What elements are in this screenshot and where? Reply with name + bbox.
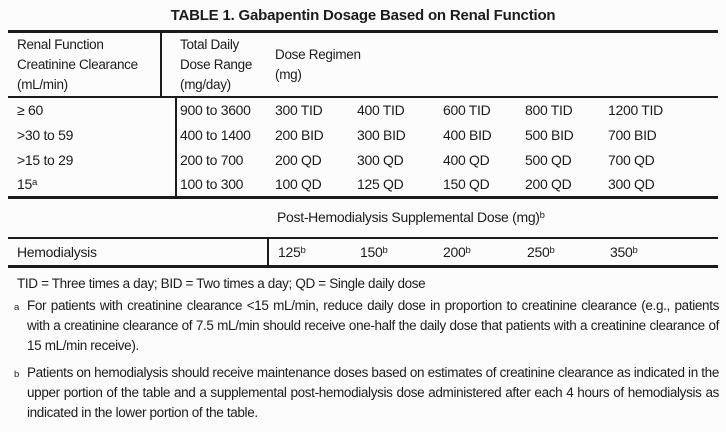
hemodialysis-row [0, 239, 726, 265]
dose-range-cell: 900 to 3600 [180, 102, 251, 118]
footnote-b-reference: b [549, 244, 555, 256]
supplemental-dose-cell [527, 239, 555, 268]
dose-cell: 400 TID [357, 102, 405, 118]
dose-cell: 500 BID [525, 127, 574, 143]
header-line: (mL/min) [17, 77, 68, 92]
supplemental-dose-cell [443, 239, 471, 268]
dose-cell: 200 QD [275, 152, 322, 168]
dose-range-cell: 100 to 300 [180, 176, 244, 192]
table-row [0, 148, 726, 173]
post-hemodialysis-section-label [277, 209, 545, 225]
footnote-b-reference: b [632, 244, 638, 256]
table-row [0, 98, 726, 123]
dose-cell: 700 QD [608, 152, 655, 168]
hemodialysis-label-cell: Hemodialysis [17, 244, 97, 260]
dose-cell: 125 QD [357, 176, 404, 192]
dose-cell: 400 BID [443, 127, 492, 143]
dose-range-cell: 400 to 1400 [180, 127, 251, 143]
column-header-dose-regimen [275, 45, 361, 85]
creatinine-clearance-cell: >30 to 59 [17, 127, 74, 143]
section-label-text: Post-Hemodialysis Supplemental Dose (mg) [277, 209, 540, 225]
footnote-b-reference: b [382, 244, 388, 256]
header-line: Creatinine Clearance [17, 57, 138, 72]
dose-cell: 300 QD [357, 152, 404, 168]
footnote-a-marker: a [14, 302, 19, 313]
footnote-b-marker: b [14, 369, 19, 380]
dose-cell: 300 TID [275, 102, 323, 118]
rule-below-title [8, 30, 718, 33]
header-line: Dose Range [180, 57, 253, 72]
creatinine-clearance-cell: >15 to 29 [17, 152, 74, 168]
supplemental-dose-cell [360, 239, 388, 268]
dose-cell: 300 BID [357, 127, 406, 143]
header-line: (mg) [275, 67, 302, 82]
column-header-renal-function [17, 35, 138, 95]
abbreviations-note: TID = Three times a day; BID = Two times a day; QD = Single daily dose [17, 276, 426, 291]
dose-cell: 150 QD [443, 176, 490, 192]
cell-value: 200 [443, 244, 466, 260]
footnote-a [8, 296, 719, 356]
footnote-a-text: For patients with creatinine clearance <15 mL/min, reduce daily dose in proportion to creatinine clearance (e.g., patients with a creatinine clearance of 7.5 mL/min should receive one-half the daily dose that patients with a creatinine clearance of 15 mL/min receive). [27, 298, 719, 353]
footnote-b-text: Patients on hemodialysis should receive maintenance doses based on estimates of creatinine clearance as indicated in the upper portion of the table and a supplemental post-hemodialysis dose administered after each 4 hours of hemodialysis as indicated in the lower portion of the table. [27, 365, 719, 420]
dose-cell: 500 QD [525, 152, 572, 168]
dose-cell: 1200 TID [608, 102, 663, 118]
dose-cell: 700 BID [608, 127, 657, 143]
table-title: TABLE 1. Gabapentin Dosage Based on Renal Function [170, 7, 556, 24]
footnote-b-reference: b [465, 244, 471, 256]
column-header-total-daily-dose [180, 35, 252, 95]
table-row [0, 123, 726, 148]
dose-cell: 800 TID [525, 102, 573, 118]
supplemental-dose-cell [278, 239, 306, 268]
cell-value: 250 [527, 244, 550, 260]
dose-cell: 400 QD [443, 152, 490, 168]
supplemental-dose-cell [610, 239, 638, 268]
dose-cell: 200 QD [525, 176, 572, 192]
dose-cell: 200 BID [275, 127, 324, 143]
header-line: Renal Function [17, 37, 104, 52]
dose-range-cell: 200 to 700 [180, 152, 244, 168]
header-line: (mg/day) [180, 77, 231, 92]
table-row [0, 172, 726, 197]
footnote-a-reference: a [31, 176, 38, 188]
header-line: Total Daily [180, 37, 239, 52]
footnote-b-reference: b [300, 244, 306, 256]
footnote-b-reference: b [539, 209, 545, 221]
header-column-divider [160, 33, 162, 96]
creatinine-clearance-cell [17, 172, 37, 199]
dose-cell: 600 TID [443, 102, 491, 118]
creatinine-clearance-cell: ≥ 60 [17, 102, 43, 118]
cell-value: 150 [360, 244, 383, 260]
footnote-b [8, 363, 719, 423]
dose-cell: 300 QD [608, 176, 655, 192]
dose-cell: 100 QD [275, 176, 322, 192]
cell-value: 15 [17, 176, 32, 192]
header-line: Dose Regimen [275, 47, 361, 62]
cell-value: 350 [610, 244, 633, 260]
cell-value: 125 [278, 244, 301, 260]
